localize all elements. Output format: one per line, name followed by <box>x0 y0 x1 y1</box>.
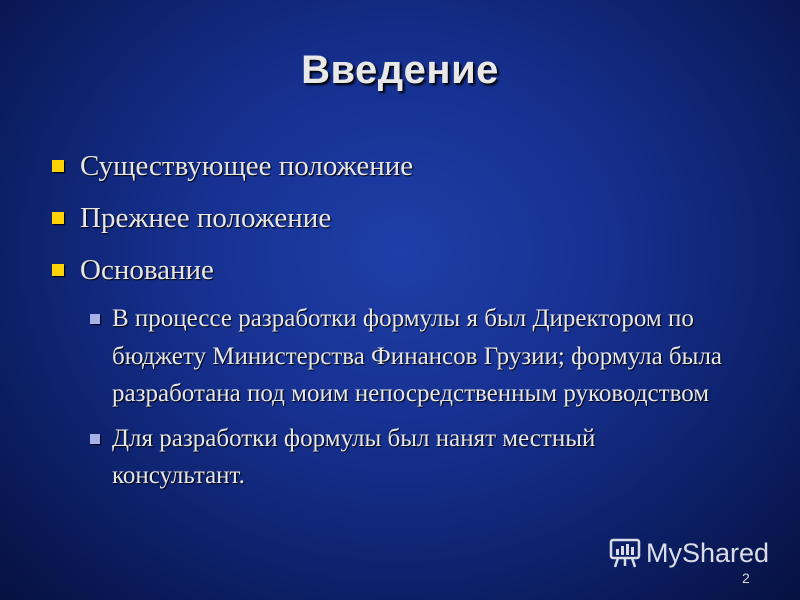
bullet-text: Существующее положение <box>80 150 414 182</box>
subbullet-item <box>90 300 730 413</box>
watermark-text: MyShared <box>646 537 770 568</box>
presentation-board-icon <box>608 536 642 570</box>
subbullet-item <box>90 420 730 495</box>
subbullet-list <box>90 300 730 502</box>
bullet-item <box>48 145 768 187</box>
square-subbullet-icon <box>90 434 100 444</box>
bullet-item <box>48 249 768 291</box>
square-bullet-icon <box>52 212 64 224</box>
square-bullet-icon <box>52 160 64 172</box>
subbullet-text: Для разработки формулы был нанят местный консультант. <box>112 424 596 489</box>
bullet-list <box>48 145 768 301</box>
bullet-text: Основание <box>80 254 214 286</box>
myshared-watermark[interactable] <box>608 536 769 570</box>
square-bullet-icon <box>52 264 64 276</box>
bullet-text: Прежнее положение <box>80 202 332 234</box>
page-number: 2 <box>742 570 750 586</box>
subbullet-text: В процессе разработки формулы я был Директором по бюджету Министерства Финансов Грузии; формула была разработана под моим непосредственным руководством <box>112 305 723 407</box>
square-subbullet-icon <box>90 314 100 324</box>
bullet-item <box>48 197 768 239</box>
slide-title: Введение <box>301 48 499 92</box>
